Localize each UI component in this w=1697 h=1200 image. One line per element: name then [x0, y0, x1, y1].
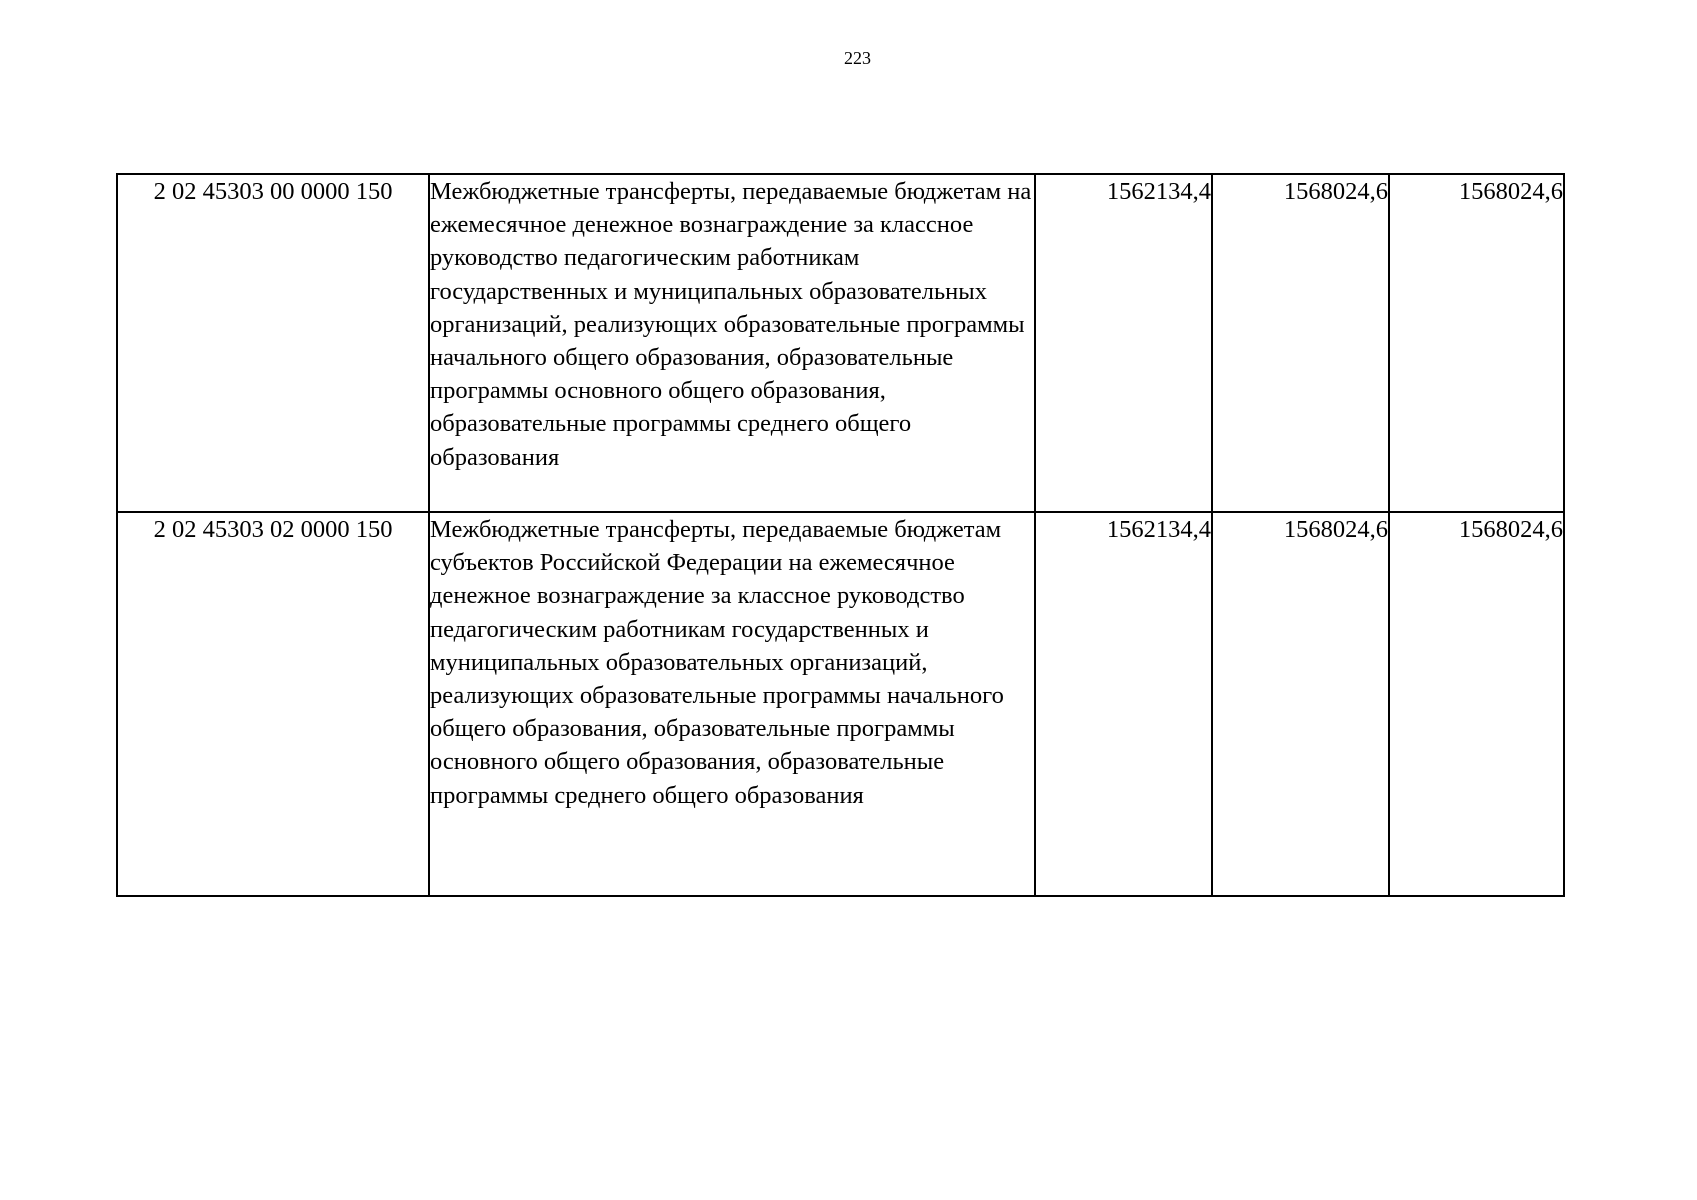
- description-cell: Межбюджетные трансферты, передаваемые бюджетам на ежемесячное денежное вознаграждение за классное руководство педагогическим работникам государственных и муниципальных образовательных организаций, реализующих образовательные программы начального общего образования, образовательные программы основного общего образования, образовательные программы среднего общего образования: [429, 174, 1035, 512]
- table-row: [117, 512, 1564, 896]
- page-number: 223: [844, 48, 871, 68]
- value-cell-year-1: 1562134,4: [1035, 512, 1212, 896]
- description-cell: Межбюджетные трансферты, передаваемые бюджетам субъектов Российской Федерации на ежемесячное денежное вознаграждение за классное руководство педагогическим работникам государственных и муниципальных образовательных организаций, реализующих образовательные программы начального общего образования, образовательные программы основного общего образования, образовательные программы среднего общего образования: [429, 512, 1035, 896]
- value-cell-year-1: 1562134,4: [1035, 174, 1212, 512]
- budget-code-cell: 2 02 45303 02 0000 150: [117, 512, 429, 896]
- budget-code-cell: 2 02 45303 00 0000 150: [117, 174, 429, 512]
- budget-table: [116, 173, 1565, 897]
- value-cell-year-3: 1568024,6: [1389, 512, 1564, 896]
- value-cell-year-3: 1568024,6: [1389, 174, 1564, 512]
- value-cell-year-2: 1568024,6: [1212, 174, 1389, 512]
- table-row: [117, 174, 1564, 512]
- value-cell-year-2: 1568024,6: [1212, 512, 1389, 896]
